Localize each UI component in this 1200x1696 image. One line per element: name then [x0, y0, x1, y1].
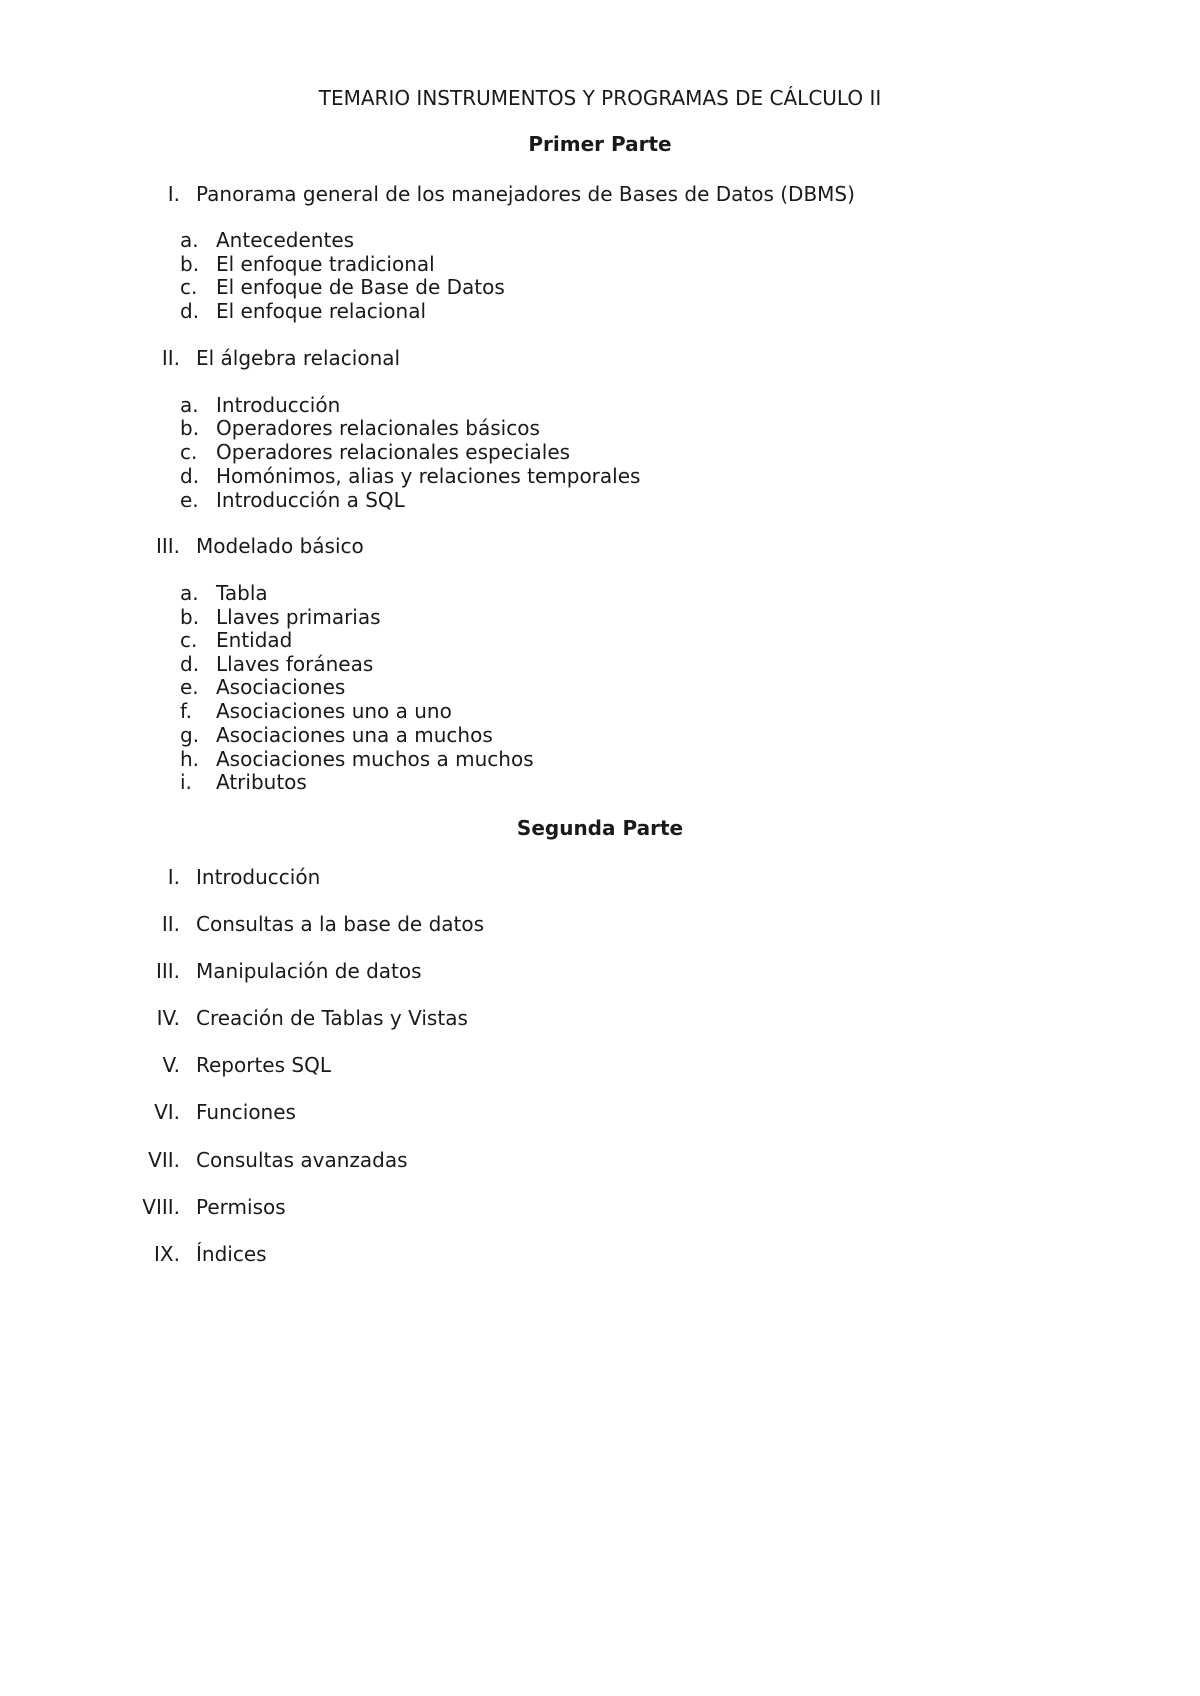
part1-section-1: [0, 182, 1200, 206]
item-text: Operadores relacionales especiales: [216, 440, 571, 464]
section-title: Creación de Tablas y Vistas: [196, 1006, 468, 1030]
item-letter: h.: [180, 747, 200, 771]
list-item: [0, 393, 1200, 417]
item-letter: d.: [180, 652, 200, 676]
section-number: IV.: [156, 1006, 180, 1030]
item-letter: e.: [180, 488, 199, 512]
list-item: [0, 416, 1200, 440]
section-title: Índices: [196, 1242, 267, 1266]
section-title: Consultas a la base de datos: [196, 912, 485, 936]
section-number: VII.: [148, 1148, 180, 1172]
list-item: [0, 299, 1200, 323]
list-item: [0, 770, 1200, 794]
item-letter: c.: [180, 440, 198, 464]
section-title: Reportes SQL: [196, 1053, 331, 1077]
section-number: V.: [162, 1053, 180, 1077]
list-item: [0, 605, 1200, 629]
item-letter: d.: [180, 299, 200, 323]
item-letter: c.: [180, 628, 198, 652]
item-letter: b.: [180, 605, 200, 629]
item-text: Introducción a SQL: [216, 488, 405, 512]
item-letter: f.: [180, 699, 192, 723]
item-letter: g.: [180, 723, 200, 747]
part2-section-2: [0, 912, 1200, 936]
item-letter: e.: [180, 675, 199, 699]
section-title: Manipulación de datos: [196, 959, 422, 983]
item-text: El enfoque tradicional: [216, 252, 435, 276]
list-item: [0, 723, 1200, 747]
list-item: [0, 275, 1200, 299]
part2-section-4: [0, 1006, 1200, 1030]
section-title: Panorama general de los manejadores de Bases de Datos (DBMS): [196, 182, 855, 206]
list-item: [0, 581, 1200, 605]
part2-section-1: [0, 865, 1200, 889]
item-text: Atributos: [216, 770, 307, 794]
item-letter: d.: [180, 464, 200, 488]
list-item: [0, 675, 1200, 699]
list-item: [0, 464, 1200, 488]
item-text: Llaves primarias: [216, 605, 381, 629]
item-text: Homónimos, alias y relaciones temporales: [216, 464, 641, 488]
item-text: Tabla: [216, 581, 268, 605]
item-text: Asociaciones muchos a muchos: [216, 747, 534, 771]
section-title: Modelado básico: [196, 534, 364, 558]
part2-section-3: [0, 959, 1200, 983]
list-item: [0, 628, 1200, 652]
section-number: III.: [155, 959, 180, 983]
section-title: Funciones: [196, 1100, 296, 1124]
section-title: Consultas avanzadas: [196, 1148, 408, 1172]
section-number: I.: [167, 182, 180, 206]
item-text: Llaves foráneas: [216, 652, 374, 676]
item-letter: b.: [180, 416, 200, 440]
item-letter: a.: [180, 228, 199, 252]
section-title: Permisos: [196, 1195, 286, 1219]
item-text: Entidad: [216, 628, 293, 652]
item-letter: a.: [180, 393, 199, 417]
section-number: II.: [161, 912, 180, 936]
item-text: Asociaciones: [216, 675, 346, 699]
item-letter: c.: [180, 275, 198, 299]
section-title: Introducción: [196, 865, 321, 889]
part2-section-6: [0, 1100, 1200, 1124]
document-title: TEMARIO INSTRUMENTOS Y PROGRAMAS DE CÁLCULO II: [318, 86, 882, 110]
section-number: IX.: [154, 1242, 180, 1266]
item-letter: a.: [180, 581, 199, 605]
section-number: III.: [155, 534, 180, 558]
list-item: [0, 652, 1200, 676]
list-item: [0, 228, 1200, 252]
item-text: El enfoque relacional: [216, 299, 427, 323]
part2-heading: Segunda Parte: [516, 816, 684, 840]
item-text: El enfoque de Base de Datos: [216, 275, 505, 299]
section-number: I.: [167, 865, 180, 889]
part1-heading: Primer Parte: [528, 132, 672, 156]
part1-section-2: [0, 346, 1200, 370]
item-text: Operadores relacionales básicos: [216, 416, 540, 440]
section-number: VI.: [154, 1100, 180, 1124]
part2-section-8: [0, 1195, 1200, 1219]
item-text: Asociaciones una a muchos: [216, 723, 493, 747]
item-letter: b.: [180, 252, 200, 276]
part2-section-7: [0, 1148, 1200, 1172]
list-item: [0, 252, 1200, 276]
section-number: VIII.: [142, 1195, 180, 1219]
list-item: [0, 699, 1200, 723]
item-text: Antecedentes: [216, 228, 355, 252]
part1-section-3: [0, 534, 1200, 558]
list-item: [0, 440, 1200, 464]
item-text: Asociaciones uno a uno: [216, 699, 452, 723]
section-title: El álgebra relacional: [196, 346, 401, 370]
item-text: Introducción: [216, 393, 341, 417]
list-item: [0, 488, 1200, 512]
part2-section-5: [0, 1053, 1200, 1077]
list-item: [0, 747, 1200, 771]
part2-section-9: [0, 1242, 1200, 1266]
item-letter: i.: [180, 770, 192, 794]
section-number: II.: [161, 346, 180, 370]
